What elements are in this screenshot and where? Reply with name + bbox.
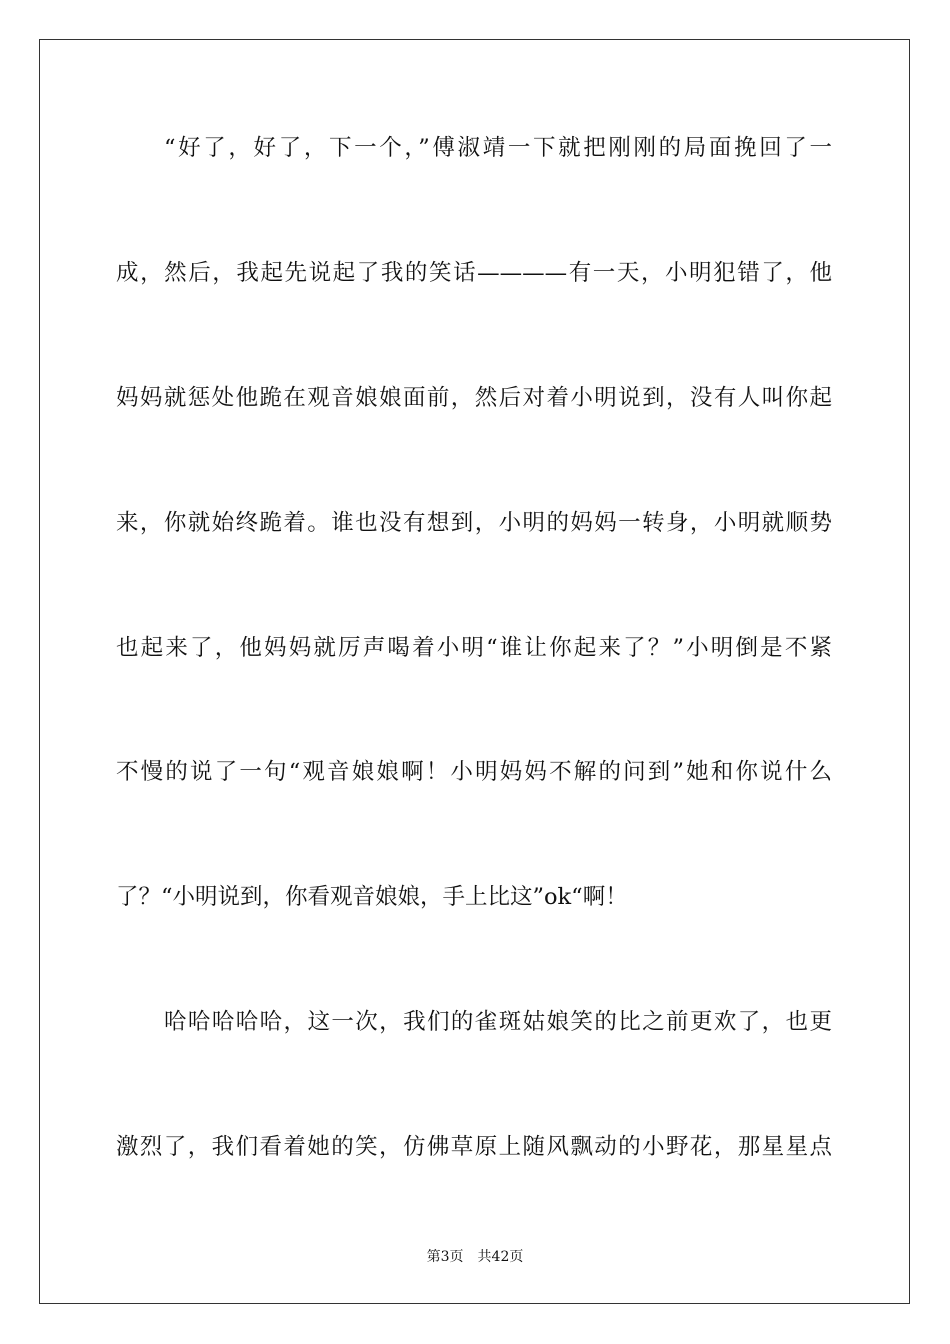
- page-border: [39, 39, 910, 1304]
- paragraph-line: 激烈了，我们看着她的笑，仿佛草原上随风飘动的小野花，那星星点: [116, 1134, 832, 1160]
- paragraph-line: 不慢的说了一句“观音娘娘啊！小明妈妈不解的问到”她和你说什么: [116, 759, 832, 785]
- paragraph-line: 成，然后，我起先说起了我的笑话————有一天，小明犯错了，他: [116, 260, 832, 286]
- page-number: 第3页: [426, 1249, 464, 1265]
- paragraph-line: “好了，好了，下一个，”傅淑靖一下就把刚刚的局面挽回了一: [164, 135, 832, 161]
- paragraph-line: 哈哈哈哈哈，这一次，我们的雀斑姑娘笑的比之前更欢了，也更: [164, 1009, 832, 1035]
- page-total: 共42页: [477, 1249, 524, 1265]
- page-footer: [0, 1247, 950, 1267]
- paragraph-line: 来，你就始终跪着。谁也没有想到，小明的妈妈一转身，小明就顺势: [116, 510, 832, 536]
- paragraph-line: 了？“小明说到，你看观音娘娘，手上比这”ok“啊！: [116, 884, 628, 910]
- paragraph-line: 妈妈就惩处他跪在观音娘娘面前，然后对着小明说到，没有人叫你起: [116, 385, 832, 411]
- paragraph-line: 也起来了，他妈妈就厉声喝着小明“谁让你起来了？”小明倒是不紧: [116, 635, 832, 661]
